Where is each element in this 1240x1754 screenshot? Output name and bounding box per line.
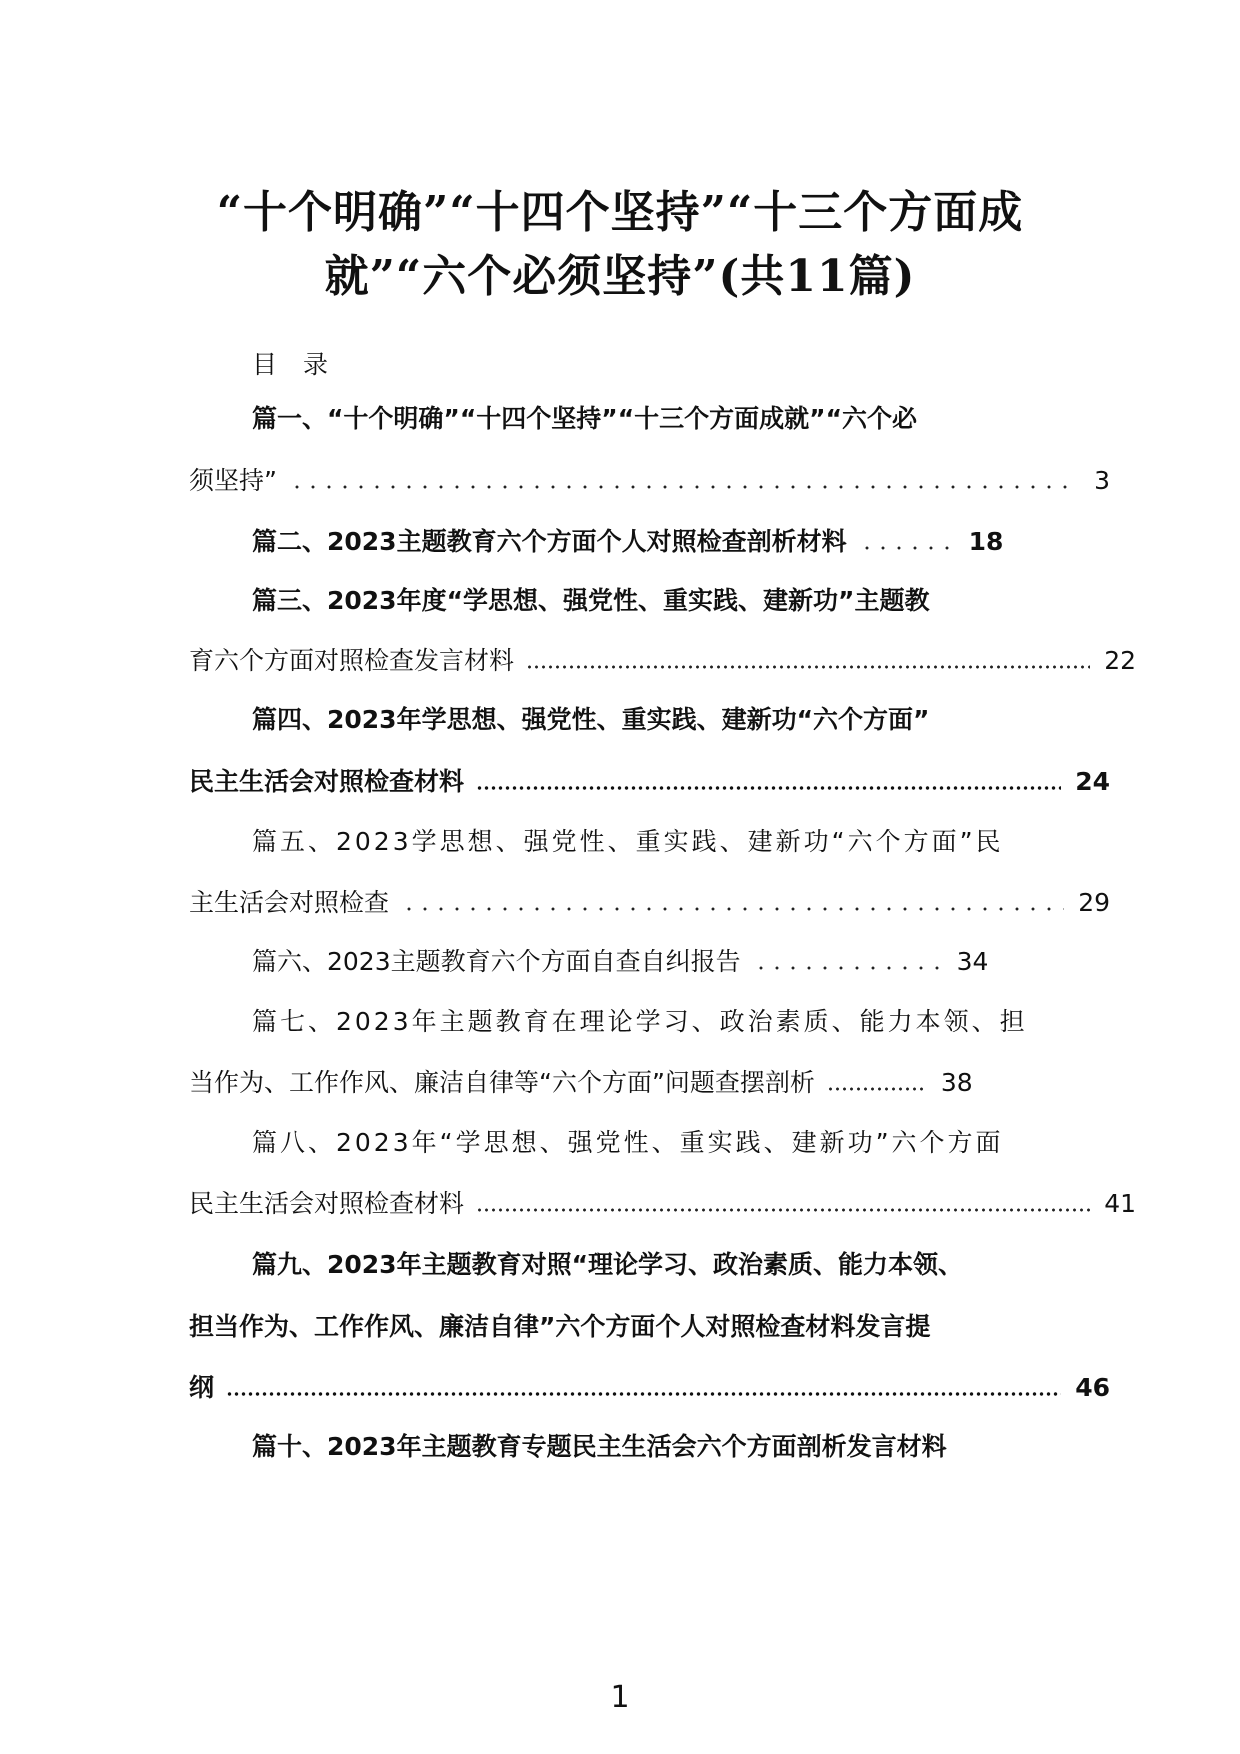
toc-entry-1-line-2: 须坚持” bbox=[189, 466, 277, 495]
toc-entry-3-line-2: 育六个方面对照检查发言材料 bbox=[189, 646, 515, 675]
toc-entry-7-page: 38 bbox=[940, 1068, 973, 1097]
toc-entry-8-line-1[interactable]: 篇八、2023年“学思想、强党性、重实践、建新功”六个方面 bbox=[252, 1128, 1004, 1157]
toc-entry-2-page: 18 bbox=[968, 527, 1004, 556]
toc-entry-5-page: 29 bbox=[1078, 888, 1110, 917]
page-number: 1 bbox=[610, 1680, 630, 1715]
toc-entry-7-line-2: 当作为、工作作风、廉洁自律等“六个方面”问题查摆剖析 bbox=[189, 1068, 815, 1097]
toc-entry-9-line-1[interactable]: 篇九、2023年主题教育对照“理论学习、政治素质、能力本领、 bbox=[252, 1250, 964, 1279]
toc-entry-9-row[interactable] bbox=[189, 1371, 1110, 1405]
toc-heading: 目录 bbox=[252, 350, 355, 379]
dot-leader bbox=[476, 786, 1061, 790]
toc-entry-7-row[interactable] bbox=[189, 1066, 1136, 1100]
dot-leader bbox=[753, 966, 943, 970]
toc-entry-5-line-1[interactable]: 篇五、2023学思想、强党性、重实践、建新功“六个方面”民 bbox=[252, 827, 1004, 856]
toc-entry-2-text: 篇二、2023主题教育六个方面个人对照检查剖析材料 bbox=[252, 527, 847, 556]
dot-leader bbox=[859, 546, 955, 550]
document-title-line-2: 就”“六个必须坚持”(共11篇) bbox=[324, 251, 916, 302]
toc-entry-6-row[interactable] bbox=[252, 945, 1110, 979]
toc-entry-4-row[interactable] bbox=[189, 765, 1110, 799]
toc-entry-9-page: 46 bbox=[1075, 1373, 1110, 1402]
toc-entry-3-row[interactable] bbox=[189, 644, 1136, 678]
toc-entry-8-page: 41 bbox=[1104, 1189, 1136, 1218]
toc-entry-4-line-1[interactable]: 篇四、2023年学思想、强党性、重实践、建新功“六个方面” bbox=[252, 705, 930, 734]
toc-entry-6-text: 篇六、2023主题教育六个方面自查自纠报告 bbox=[252, 947, 741, 976]
dot-leader bbox=[289, 485, 1072, 489]
toc-entry-4-page: 24 bbox=[1075, 767, 1110, 796]
toc-entry-8-line-2: 民主生活会对照检查材料 bbox=[189, 1189, 465, 1218]
toc-entry-2-row[interactable] bbox=[252, 525, 1110, 559]
toc-entry-3-line-1[interactable]: 篇三、2023年度“学思想、强党性、重实践、建新功”主题教 bbox=[252, 586, 930, 615]
toc-entry-7-line-1[interactable]: 篇七、2023年主题教育在理论学习、政治素质、能力本领、担 bbox=[252, 1007, 1028, 1036]
dot-leader bbox=[401, 907, 1064, 911]
toc-entry-10-line-1[interactable]: 篇十、2023年主题教育专题民主生活会六个方面剖析发言材料 bbox=[252, 1432, 947, 1461]
toc-entry-9-line-3: 纲 bbox=[189, 1373, 215, 1402]
toc-entry-5-line-2: 主生活会对照检查 bbox=[189, 888, 390, 917]
dot-leader bbox=[827, 1087, 927, 1091]
toc-entry-8-row[interactable] bbox=[189, 1187, 1136, 1221]
toc-entry-1-line-1[interactable]: 篇一、“十个明确”“十四个坚持”“十三个方面成就”“六个必 bbox=[252, 404, 918, 433]
toc-entry-3-page: 22 bbox=[1104, 646, 1136, 675]
dot-leader bbox=[476, 1208, 1090, 1212]
toc-entry-4-line-2: 民主生活会对照检查材料 bbox=[189, 767, 465, 796]
toc-entry-1-page: 3 bbox=[1094, 466, 1110, 495]
toc-entry-1-row[interactable] bbox=[189, 464, 1110, 498]
dot-leader bbox=[526, 665, 1090, 669]
toc-entry-6-page: 34 bbox=[956, 947, 989, 976]
toc-entry-5-row[interactable] bbox=[189, 886, 1110, 920]
dot-leader bbox=[226, 1392, 1061, 1396]
toc-entry-9-line-2[interactable]: 担当作为、工作作风、廉洁自律”六个方面个人对照检查材料发言提 bbox=[189, 1312, 931, 1341]
document-title-line-1: “十个明确”“十四个坚持”“十三个方面成 bbox=[216, 187, 1024, 238]
